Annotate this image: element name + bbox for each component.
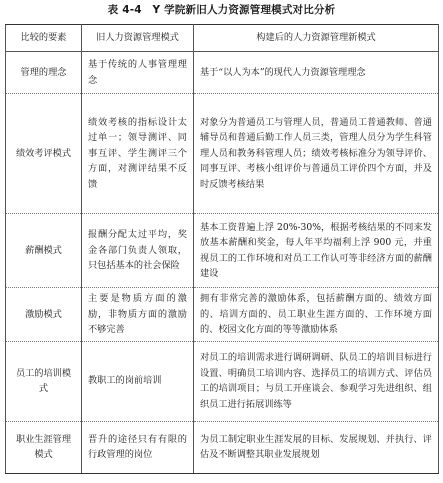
row-new-model: 为员工制定职业生涯发展的目标、发展规划、并执行、评估及不断调整其职业发展规划	[194, 421, 439, 473]
row-old-model: 报酬分配太过平均，奖金各部门负责人领取，只包括基本的社会保险	[82, 214, 194, 288]
table-caption: 表 4-4 Y 学院新旧人力资源管理模式对比分析	[107, 4, 336, 16]
table-row	[6, 288, 439, 342]
row-new-model: 对象分为普通员工与管理人员，普通员工普通教师、普通辅导员和普通后勤工作人员三类，管理人员分为学生科管理人员和教务科管理人员；绩效考核标准分为领导评价、同事互评、考核小组评价与普通员工评价四个方面，并及时反馈考核结果	[194, 94, 439, 214]
row-old-model: 绩效考核的指标设计太过单一；领导测评、同事互评、学生测评三个方面，对测评结果不反馈	[82, 94, 194, 214]
table-row	[6, 94, 439, 214]
row-new-model: 对员工的培训需求进行调研调研、队员工的培训目标进行设置、明确员工培训内容、选择员工的培训方式、评估员工的培训项目；与员工开座谈会、参观学习先进组织、组织员工进行拓展训练等	[194, 341, 439, 421]
row-new-model: 基本工资普遍上浮 20%-30%，根据考核结果的不同来发放基本薪酬和奖金，每人年平均福利上浮 900 元，并重视员工的工作环境和对员工工作认可等非经济方面的薪酬建设	[194, 214, 439, 288]
row-old-model: 晋升的途径只有有限的行政管理的岗位	[82, 421, 194, 473]
row-dimension: 员工的培训模式	[6, 341, 82, 421]
header-old-model: 旧人力资源管理模式	[82, 25, 194, 52]
row-new-model: 拥有非常完善的激励体系，包括薪酬方面的、绩效方面的、培训方面的、员工职业生涯方面的、工作环境方面的、校园文化方面的等等激励体系	[194, 288, 439, 342]
comparison-table	[5, 24, 439, 474]
row-old-model: 基于传统的人事管理理念	[82, 52, 194, 94]
row-dimension: 管理的理念	[6, 52, 82, 94]
row-dimension: 绩效考评模式	[6, 94, 82, 214]
table-row	[6, 52, 439, 94]
row-dimension: 职业生涯管理模式	[6, 421, 82, 473]
row-old-model: 主要是物质方面的激励，非物质方面的激励不够完善	[82, 288, 194, 342]
row-old-model: 教职工的岗前培训	[82, 341, 194, 421]
table-row	[6, 214, 439, 288]
header-new-model: 构建后的人力资源管理新模式	[194, 25, 439, 52]
header-dimension: 比较的要素	[6, 25, 82, 52]
table-row	[6, 341, 439, 421]
row-dimension: 激励模式	[6, 288, 82, 342]
table-row	[6, 421, 439, 473]
table-header-row	[6, 25, 439, 52]
row-new-model: 基于“以人为本”的现代人力资源管理理念	[194, 52, 439, 94]
row-dimension: 薪酬模式	[6, 214, 82, 288]
